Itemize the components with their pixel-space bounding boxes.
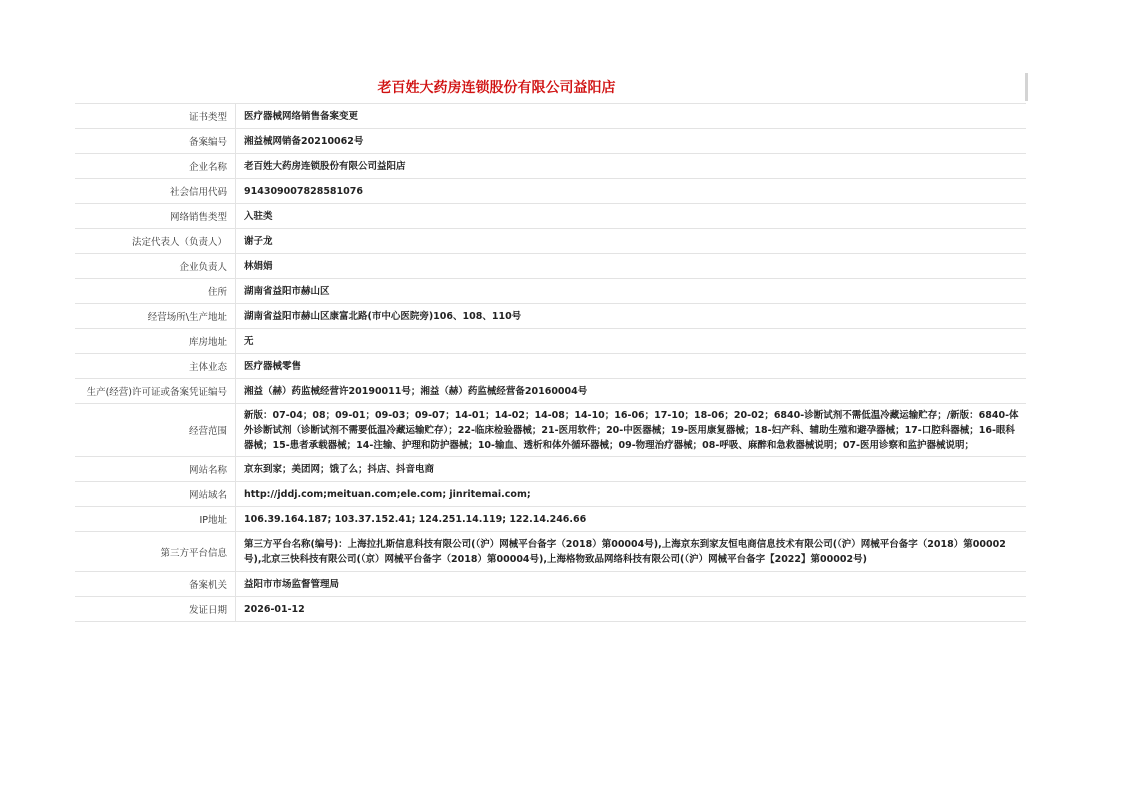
- table-row: [75, 597, 1026, 622]
- field-label: 住所: [75, 279, 236, 304]
- field-value: 林娟娟: [236, 254, 1027, 279]
- table-row: [75, 179, 1026, 204]
- field-label: 主体业态: [75, 354, 236, 379]
- field-label: 网站名称: [75, 457, 236, 482]
- field-value: 新版：07-04；08；09-01；09-03；09-07；14-01；14-02；14-08；14-10；16-06；17-10；18-06；20-02；6840-诊断试剂不需低温冷藏运输贮存；/新版：6840-体外诊断试剂（诊断试剂不需要低温冷藏运输贮存）；22-临床检验器械；21-医用软件；20-中医器械；19-医用康复器械；18-妇产科、辅助生殖和避孕器械；17-口腔科器械；16-眼科器械；15-患者承载器械；14-注输、护理和防护器械；10-输血、透析和体外循环器械；09-物理治疗器械；08-呼吸、麻醉和急救器械说明；07-医用诊察和监护器械说明；: [236, 404, 1027, 457]
- field-label: 企业负责人: [75, 254, 236, 279]
- page-title: 老百姓大药房连锁股份有限公司益阳店: [377, 80, 616, 96]
- table-row: [75, 104, 1026, 129]
- field-label: 生产(经营)许可证或备案凭证编号: [75, 379, 236, 404]
- table-row: [75, 404, 1026, 457]
- field-value: 第三方平台名称(编号)：上海拉扎斯信息科技有限公司(（沪）网械平台备字（2018）第00004号),上海京东到家友恒电商信息技术有限公司(（沪）网械平台备字（2018）第00002号),北京三快科技有限公司(（京）网械平台备字（2018）第00004号),上海格物致品网络科技有限公司(（沪）网械平台备字【2022】第00002号): [236, 532, 1027, 572]
- field-label: 发证日期: [75, 597, 236, 622]
- table-row: [75, 154, 1026, 179]
- field-label: 网站域名: [75, 482, 236, 507]
- field-label: 第三方平台信息: [75, 532, 236, 572]
- table-row: [75, 572, 1026, 597]
- field-label: 备案机关: [75, 572, 236, 597]
- field-label: 社会信用代码: [75, 179, 236, 204]
- field-label: 企业名称: [75, 154, 236, 179]
- field-value: 谢子龙: [236, 229, 1027, 254]
- table-row: [75, 379, 1026, 404]
- table-row: [75, 204, 1026, 229]
- field-value: 湖南省益阳市赫山区: [236, 279, 1027, 304]
- field-label: 库房地址: [75, 329, 236, 354]
- field-value: 湘益械网销备20210062号: [236, 129, 1027, 154]
- field-value: 益阳市市场监督管理局: [236, 572, 1027, 597]
- scrollbar-fragment[interactable]: [1025, 73, 1028, 101]
- table-row: [75, 254, 1026, 279]
- table-row: [75, 482, 1026, 507]
- field-value: 医疗器械网络销售备案变更: [236, 104, 1027, 129]
- table-row: [75, 507, 1026, 532]
- table-row: [75, 279, 1026, 304]
- field-value: http://jddj.com;meituan.com;ele.com; jinritemai.com;: [236, 482, 1027, 507]
- field-label: 经营场所\生产地址: [75, 304, 236, 329]
- table-row: [75, 532, 1026, 572]
- record-table: [75, 103, 1026, 622]
- field-value: 医疗器械零售: [236, 354, 1027, 379]
- field-value: 湘益（赫）药监械经营许20190011号；湘益（赫）药监械经营备20160004号: [236, 379, 1027, 404]
- field-value: 无: [236, 329, 1027, 354]
- field-label: 证书类型: [75, 104, 236, 129]
- field-label: 经营范围: [75, 404, 236, 457]
- table-row: [75, 354, 1026, 379]
- table-row: [75, 129, 1026, 154]
- field-value: 湖南省益阳市赫山区康富北路(市中心医院旁)106、108、110号: [236, 304, 1027, 329]
- table-row: [75, 457, 1026, 482]
- table-row: [75, 329, 1026, 354]
- field-value: 入驻类: [236, 204, 1027, 229]
- field-value: 2026-01-12: [236, 597, 1027, 622]
- field-label: IP地址: [75, 507, 236, 532]
- field-label: 网络销售类型: [75, 204, 236, 229]
- table-row: [75, 229, 1026, 254]
- field-value: 106.39.164.187; 103.37.152.41; 124.251.14.119; 122.14.246.66: [236, 507, 1027, 532]
- table-row: [75, 304, 1026, 329]
- field-value: 京东到家；美团网；饿了么；抖店、抖音电商: [236, 457, 1027, 482]
- field-value: 老百姓大药房连锁股份有限公司益阳店: [236, 154, 1027, 179]
- field-label: 备案编号: [75, 129, 236, 154]
- field-label: 法定代表人（负责人）: [75, 229, 236, 254]
- field-value: 914309007828581076: [236, 179, 1027, 204]
